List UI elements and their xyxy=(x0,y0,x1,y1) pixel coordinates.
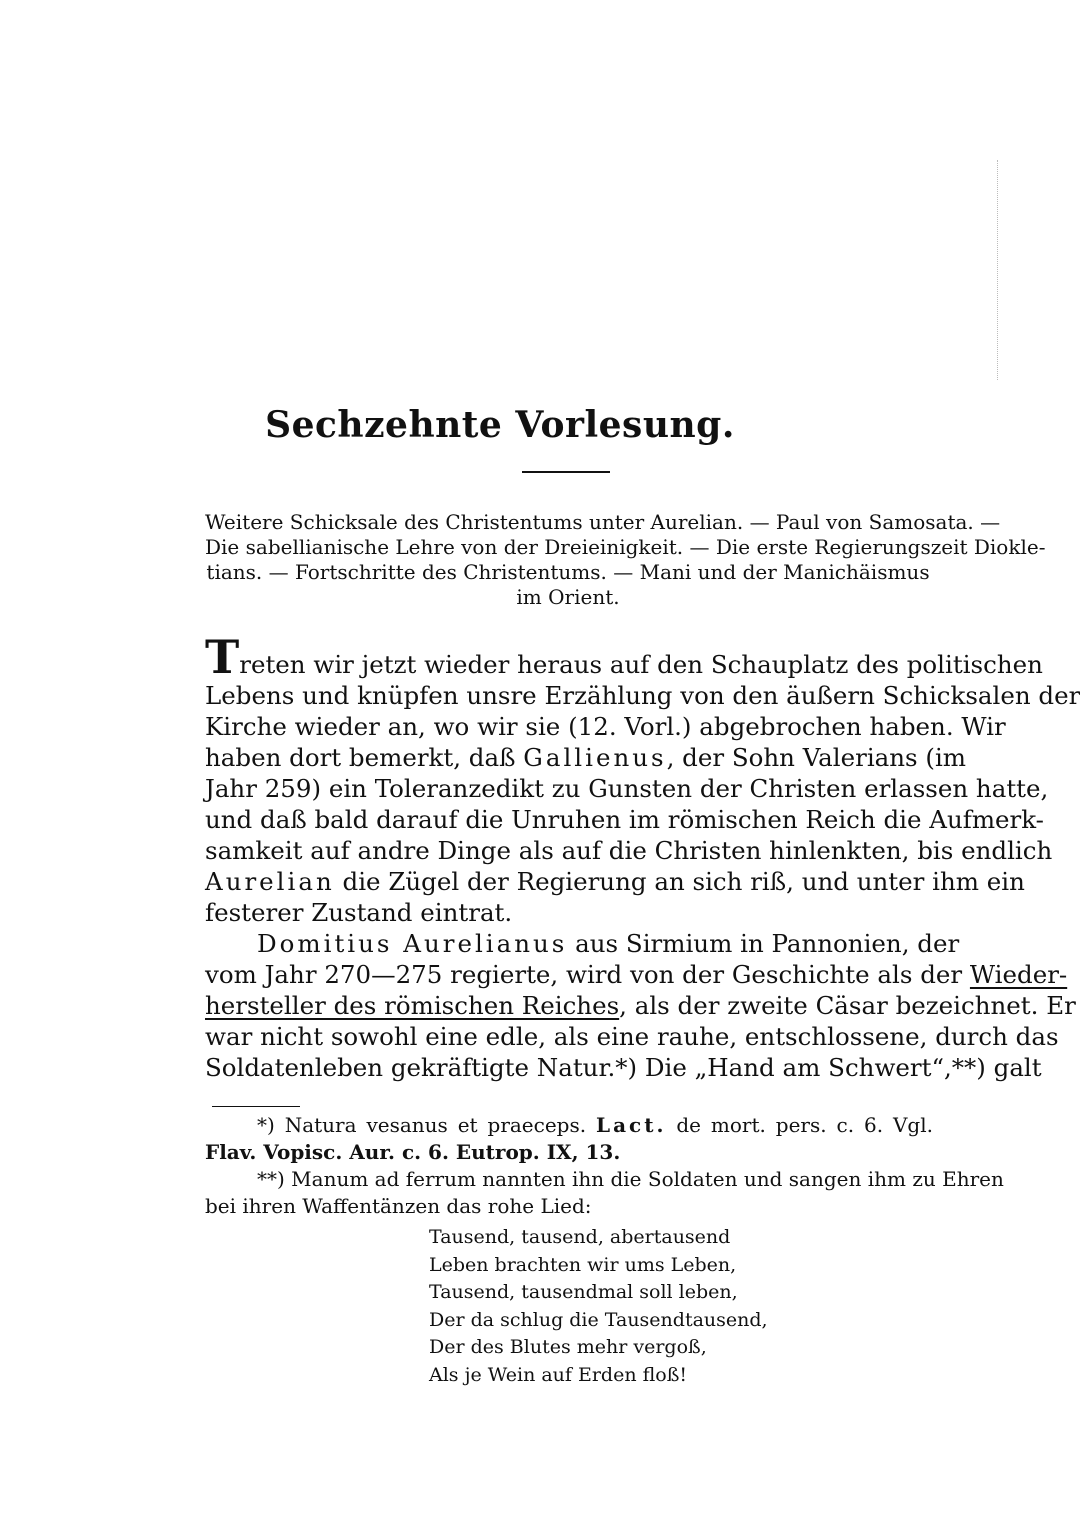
drop-cap: T xyxy=(205,630,240,684)
paragraph-line: Domitius Aurelianus aus Sirmium in Pannonien, der xyxy=(257,929,960,958)
footnote-line: **) Manum ad ferrum nannten ihn die Soldaten und sangen ihm zu Ehren xyxy=(257,1167,1004,1191)
footnote-line: Flav. Vopisc. Aur. c. 6. Eutrop. IX, 13. xyxy=(205,1140,621,1164)
body-text xyxy=(205,630,1080,1083)
paragraph-line: Lebens und knüpfen unsre Erzählung von den äußern Schicksalen der xyxy=(205,681,1080,710)
paragraph-line: Soldatenleben gekräftigte Natur.*) Die „Hand am Schwert“,**) galt xyxy=(205,1053,1042,1082)
emphasized-name: Aurelian xyxy=(205,867,335,896)
paragraph-line: und daß bald darauf die Unruhen im römischen Reich die Aufmerk- xyxy=(205,805,1044,834)
paragraph-line: vom Jahr 270—275 regierte, wird von der Geschichte als der Wieder- xyxy=(205,960,1068,989)
footnote-poem xyxy=(429,1224,768,1389)
summary-line: tians. — Fortschritte des Christentums. — Mani und der Manichäismus xyxy=(206,560,930,584)
summary-line: Die sabellianische Lehre von der Dreieinigkeit. — Die erste Regierungszeit Diokle- xyxy=(205,535,1046,559)
emphasized-name: Domitius Aurelianus xyxy=(257,929,568,958)
paragraph-line: Treten wir jetzt wieder heraus auf den Schauplatz des politischen xyxy=(205,630,1043,684)
paragraph-line: Aurelian die Zügel der Regierung an sich riß, und unter ihm ein xyxy=(205,867,1025,896)
summary-line: im Orient. xyxy=(516,585,620,609)
paragraph-line: Jahr 259) ein Toleranzedikt zu Gunsten der Christen erlassen hatte, xyxy=(205,774,1049,803)
title-divider xyxy=(522,471,610,473)
poem-line: Tausend, tausendmal soll leben, xyxy=(429,1281,738,1303)
paragraph-line: Kirche wieder an, wo wir sie (12. Vorl.) abgebrochen haben. Wir xyxy=(205,712,1006,741)
footnotes xyxy=(205,1112,1004,1220)
paragraph-line: haben dort bemerkt, daß Gallienus, der Sohn Valerians (im xyxy=(205,743,967,772)
paragraph-line: war nicht sowohl eine edle, als eine rauhe, entschlossene, durch das xyxy=(205,1022,1059,1051)
footnote-line: *) Natura vesanus et praeceps. Lact. de mort. pers. c. 6. Vgl. xyxy=(257,1113,933,1137)
emphasized-name: Gallienus xyxy=(523,743,667,772)
footnote-line: bei ihren Waffentänzen das rohe Lied: xyxy=(205,1194,592,1218)
underlined-phrase: hersteller des römischen Reiches xyxy=(205,991,620,1020)
poem-line: Der des Blutes mehr vergoß, xyxy=(429,1336,707,1358)
paragraph-line: samkeit auf andre Dinge als auf die Christen hinlenkten, bis endlich xyxy=(205,836,1053,865)
citation-author: Lact. xyxy=(596,1113,667,1137)
footnote-divider xyxy=(212,1106,300,1107)
poem-line: Der da schlug die Tausendtausend, xyxy=(429,1308,768,1331)
paragraph-line: festerer Zustand eintrat. xyxy=(205,898,513,927)
chapter-summary xyxy=(205,510,1046,610)
underlined-phrase: Wieder- xyxy=(969,960,1068,989)
summary-line: Weitere Schicksale des Christentums unter Aurelian. — Paul von Samosata. — xyxy=(205,510,1001,534)
poem-line: Leben brachten wir ums Leben, xyxy=(429,1253,737,1276)
paragraph-line: hersteller des römischen Reiches, als der zweite Cäsar bezeichnet. Er xyxy=(205,991,1076,1020)
page-edge-marks xyxy=(993,160,998,380)
chapter-title: Sechzehnte Vorlesung. xyxy=(265,404,735,446)
poem-line: Als je Wein auf Erden floß! xyxy=(429,1363,688,1386)
poem-line: Tausend, tausend, abertausend xyxy=(429,1226,731,1248)
